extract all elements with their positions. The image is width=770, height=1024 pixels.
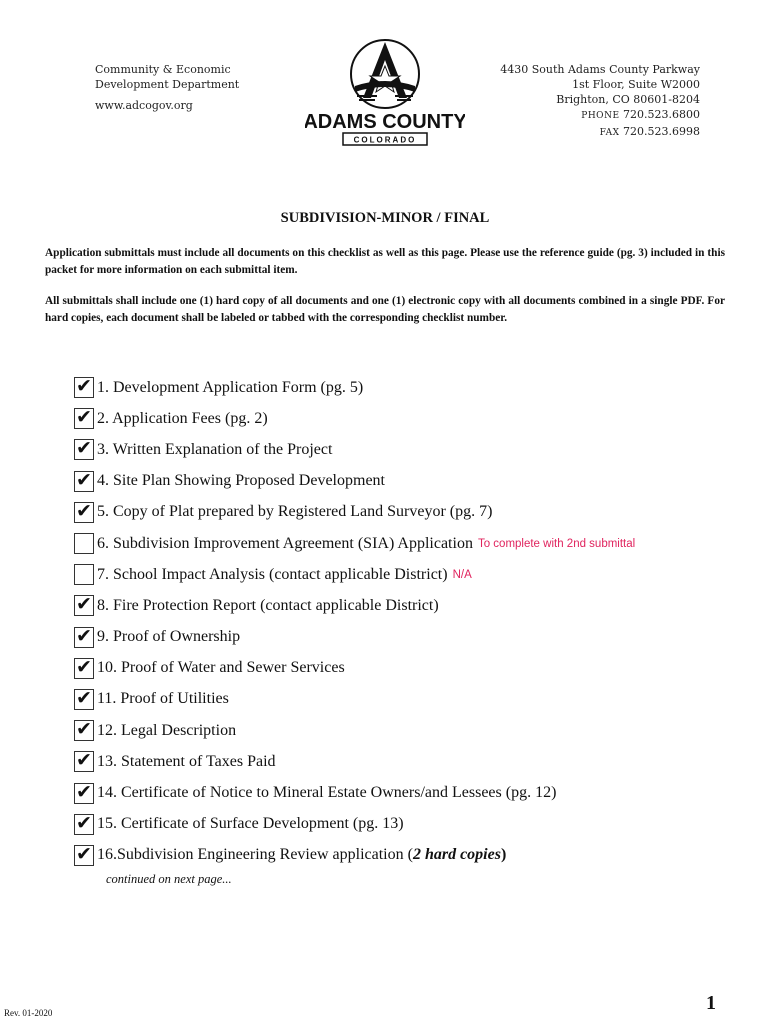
checklist-item xyxy=(74,840,764,871)
checklist-item-label: 11. Proof of Utilities xyxy=(97,690,229,708)
checklist-item xyxy=(74,715,764,746)
checklist-checkbox[interactable] xyxy=(74,624,94,648)
checklist-item-label: 2. Application Fees (pg. 2) xyxy=(97,409,268,427)
checklist-checkbox[interactable] xyxy=(74,377,94,398)
checklist-item-label: 9. Proof of Ownership xyxy=(97,628,241,646)
checklist-item-label: 12. Legal Description xyxy=(97,721,237,739)
checkmark-icon: ✔ xyxy=(76,780,92,803)
checkmark-icon: ✔ xyxy=(76,686,92,709)
checklist-checkbox[interactable] xyxy=(74,468,94,492)
revision-label: Rev. 01-2020 xyxy=(4,1008,53,1018)
page-title: SUBDIVISION-MINOR / FINAL xyxy=(280,210,490,226)
checklist-item xyxy=(74,466,764,497)
checklist-item-label: 15. Certificate of Surface Development (pg. 13) xyxy=(97,815,404,833)
checkmark-icon: ✔ xyxy=(76,718,92,741)
checklist-checkbox[interactable] xyxy=(74,533,94,554)
adams-county-logo xyxy=(305,36,465,148)
checkmark-icon: ✔ xyxy=(76,624,92,647)
checklist-item xyxy=(74,528,764,559)
checklist-item-label: 5. Copy of Plat prepared by Registered Land Surveyor (pg. 7) xyxy=(97,503,493,521)
checklist-item xyxy=(74,434,764,465)
checkmark-icon: ✔ xyxy=(76,593,92,616)
checklist-item xyxy=(74,497,764,528)
checkmark-icon: ✔ xyxy=(76,811,92,834)
checklist-checkbox[interactable] xyxy=(74,720,94,741)
checklist-item-label: 13. Statement of Taxes Paid xyxy=(97,752,276,770)
checklist-item xyxy=(74,746,764,777)
department-block xyxy=(95,62,255,113)
checklist-item xyxy=(74,684,764,715)
instructions-paragraph-1: Application submittals must include all documents on this checklist as well as this page. Please use the reference guide (pg. 3) included in this packet for more information on each submittal item. xyxy=(45,247,725,276)
checklist-item-label: 6. Subdivision Improvement Agreement (SIA) Application xyxy=(97,534,473,552)
checklist-checkbox[interactable] xyxy=(74,439,94,460)
checklist-item-label: 1. Development Application Form (pg. 5) xyxy=(97,378,364,396)
checklist-checkbox[interactable] xyxy=(74,499,94,523)
checkmark-icon: ✔ xyxy=(76,499,92,522)
checklist-item-label: 8. Fire Protection Report (contact applicable District) xyxy=(97,596,439,614)
checkmark-icon: ✔ xyxy=(76,749,92,772)
checklist-checkbox[interactable] xyxy=(74,408,94,429)
instructions-paragraph-2: All submittals shall include one (1) hard copy of all documents and one (1) electronic copy with all documents combined in a single PDF. For hard copies, each document shall be labeled or tabbed with the corresponding checklist number. xyxy=(45,295,725,324)
checklist-item-label: 3. Written Explanation of the Project xyxy=(97,440,333,458)
checkmark-icon: ✔ xyxy=(76,406,92,429)
checklist-item xyxy=(74,559,764,590)
address-line2: 1st Floor, Suite W2000 xyxy=(572,78,700,91)
checklist-item xyxy=(74,590,764,621)
dept-line2: Development Department xyxy=(95,78,240,91)
checkmark-icon: ✔ xyxy=(76,437,92,460)
logo-state: COLORADO xyxy=(353,135,417,145)
checklist-checkbox[interactable] xyxy=(74,751,94,772)
fax-number: 720.523.6998 xyxy=(623,125,700,138)
phone-line xyxy=(500,107,700,124)
checkmark-icon: ✔ xyxy=(76,375,92,398)
continued-note: continued on next page... xyxy=(106,872,232,886)
checklist-item xyxy=(74,372,764,403)
checklist-item xyxy=(74,403,764,434)
address-line3: Brighton, CO 80601-8204 xyxy=(556,93,700,106)
checklist-item xyxy=(74,622,764,653)
checklist-item xyxy=(74,653,764,684)
submittal-checklist xyxy=(74,372,764,871)
checklist-item-label: 16.Subdivision Engineering Review application (2 hard copies) xyxy=(97,846,507,864)
logo-name: ADAMS COUNTY xyxy=(305,111,465,133)
checklist-item-label: 14. Certificate of Notice to Mineral Estate Owners/and Lessees (pg. 12) xyxy=(97,784,557,802)
checklist-checkbox[interactable] xyxy=(74,686,94,710)
fax-line xyxy=(500,124,700,141)
checklist-checkbox[interactable] xyxy=(74,811,94,835)
website-link[interactable]: www.adcogov.org xyxy=(95,99,193,112)
checklist-checkbox[interactable] xyxy=(74,842,94,866)
checkmark-icon: ✔ xyxy=(76,655,92,678)
checklist-checkbox[interactable] xyxy=(74,655,94,679)
checklist-item-note: To complete with 2nd submittal xyxy=(477,537,636,550)
checklist-checkbox[interactable] xyxy=(74,564,94,585)
checklist-checkbox[interactable] xyxy=(74,595,94,616)
checkmark-icon: ✔ xyxy=(76,842,92,865)
phone-label: PHONE xyxy=(581,111,620,121)
phone-number: 720.523.6800 xyxy=(623,108,700,121)
fax-label: FAX xyxy=(599,128,620,138)
address-block xyxy=(500,62,700,141)
address-line1: 4430 South Adams County Parkway xyxy=(500,63,700,76)
checklist-checkbox[interactable] xyxy=(74,780,94,804)
checklist-item xyxy=(74,809,764,840)
page-number: 1 xyxy=(706,992,716,1014)
dept-line1: Community & Economic xyxy=(95,63,231,76)
checklist-item-label: 10. Proof of Water and Sewer Services xyxy=(97,659,345,677)
checklist-item-note: N/A xyxy=(452,568,472,581)
checklist-item-label: 4. Site Plan Showing Proposed Development xyxy=(97,472,385,490)
checklist-item xyxy=(74,777,764,808)
checkmark-icon: ✔ xyxy=(76,468,92,491)
checklist-item-label: 7. School Impact Analysis (contact applicable District) xyxy=(97,565,448,583)
